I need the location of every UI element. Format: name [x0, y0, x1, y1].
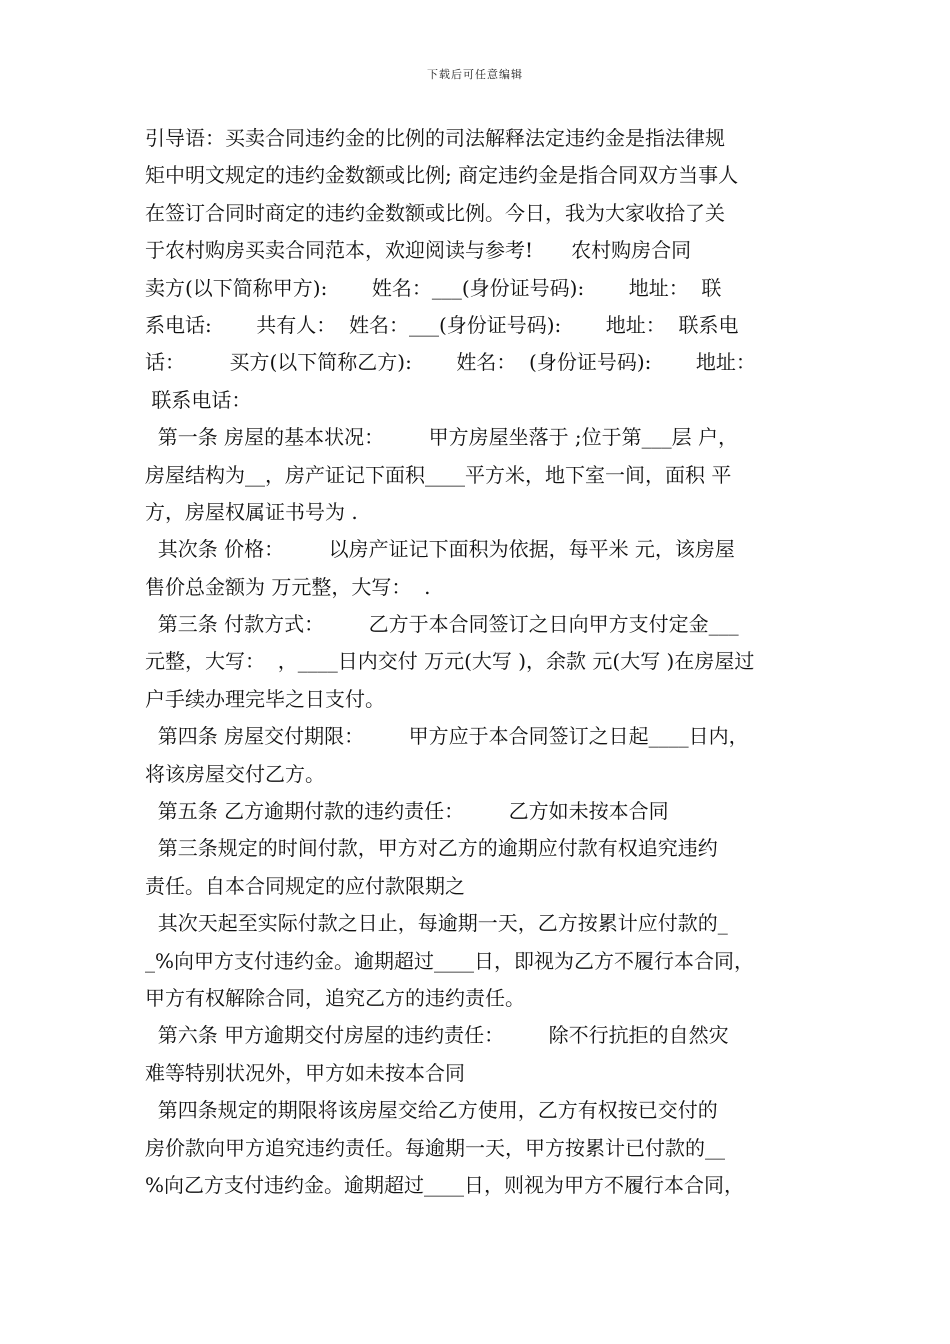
text-line: 房屋结构为__，房产证记下面积____平方米，地下室一间，面积 平	[145, 462, 732, 487]
text-line: 第四条规定的期限将该房屋交给乙方使用，乙方有权按已交付的	[145, 1098, 718, 1123]
text-line: 方，房屋权属证书号为 .	[145, 499, 358, 524]
text-line: 将该房屋交付乙方。	[145, 761, 325, 786]
text-line: _%向甲方支付违约金。逾期超过____日，即视为乙方不履行本合同，	[145, 948, 755, 973]
text-line: 引导语：买卖合同违约金的比例的司法解释法定违约金是指法律规	[145, 126, 725, 150]
text-line: 矩中明文规定的违约金数额或比例; 商定违约金是指合同双方当事人	[145, 163, 739, 188]
text-line: 房价款向甲方追究违约责任。每逾期一天，甲方按累计已付款的__	[145, 1135, 725, 1160]
text-line: 户手续办理完毕之日支付。	[145, 686, 385, 711]
text-line: 在签订合同时商定的违约金数额或比例。今日，我为大家收拾了关	[145, 200, 725, 225]
text-line: 责任。自本合同规定的应付款限期之	[145, 873, 465, 898]
page-header: 下载后可任意编辑	[427, 68, 523, 81]
text-line: 第三条规定的时间付款，甲方对乙方的逾期应付款有权追究违约	[145, 836, 718, 861]
text-line: 甲方有权解除合同，追究乙方的违约责任。	[145, 985, 525, 1010]
text-line: 于农村购房买卖合同范本，欢迎阅读与参考! 农村购房合同	[145, 238, 692, 263]
text-line: 售价总金额为 万元整，大写： .	[145, 574, 431, 599]
text-line: %向乙方支付违约金。逾期超过____日，则视为甲方不履行本合同，	[145, 1172, 745, 1197]
text-line: 第一条 房屋的基本状况： 甲方房屋坐落于 ;位于第___层 户，	[145, 425, 739, 450]
text-line: 系电话: 共有人： 姓名：___(身份证号码): 地址： 联系电	[145, 312, 739, 337]
text-line: 第四条 房屋交付期限： 甲方应于本合同签订之日起____日内，	[145, 724, 749, 749]
text-line: 其次天起至实际付款之日止，每逾期一天，乙方按累计应付款的_	[145, 911, 728, 936]
text-line: 话： 买方(以下简称乙方): 姓名： (身份证号码): 地址：	[145, 350, 756, 375]
text-line: 卖方(以下简称甲方): 姓名：___(身份证号码): 地址： 联	[145, 275, 722, 300]
text-line: 第六条 甲方逾期交付房屋的违约责任： 除不行抗拒的自然灾	[145, 1023, 729, 1048]
text-line: 第五条 乙方逾期付款的违约责任： 乙方如未按本合同	[145, 799, 669, 824]
document-body	[145, 120, 817, 1204]
text-line: 元整，大写： ，____日内交付 万元(大写 )，余款 元(大写 )在房屋过	[145, 649, 755, 674]
text-line: 第三条 付款方式： 乙方于本合同签订之日向甲方支付定金___	[145, 612, 739, 637]
text-line: 联系电话：	[145, 387, 252, 412]
text-line: 其次条 价格： 以房产证记下面积为依据，每平米 元，该房屋	[145, 537, 735, 562]
text-line: 难等特别状况外，甲方如未按本合同	[145, 1060, 465, 1085]
